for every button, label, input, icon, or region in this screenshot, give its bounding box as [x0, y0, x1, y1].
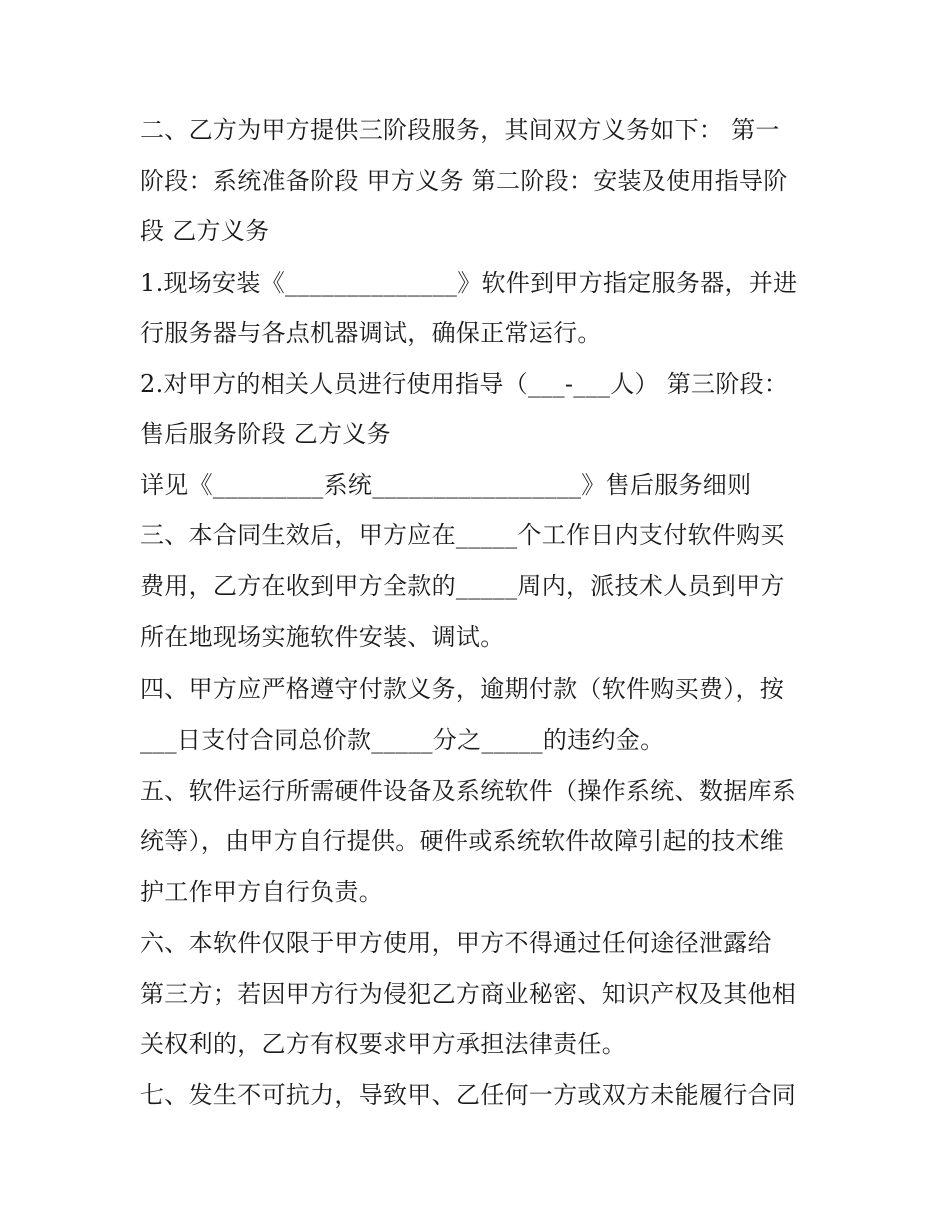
text-line: 护工作甲方自行负责。 — [140, 878, 383, 906]
text-line: 费用，乙方在收到甲方全款的_____周内，派技术人员到甲方 — [140, 572, 785, 600]
text-line: 2.对甲方的相关人员进行使用指导（___-___人） 第三阶段： — [140, 370, 789, 398]
text-line: 1.现场安装《______________》软件到甲方指定服务器，并进 — [140, 269, 798, 297]
text-line: 四、甲方应严格遵守付款义务，逾期付款（软件购买费），按 — [140, 675, 785, 703]
text-line: 六、本软件仅限于甲方使用，甲方不得通过任何途径泄露给 — [140, 929, 772, 957]
text-line: 统等），由甲方自行提供。硬件或系统软件故障引起的技术维 — [140, 827, 785, 855]
text-line: 售后服务阶段 乙方义务 — [140, 420, 391, 448]
text-line: 二、乙方为甲方提供三阶段服务，其间双方义务如下： 第一 — [140, 116, 780, 144]
text-line: 三、本合同生效后，甲方应在_____个工作日内支付软件购买 — [140, 521, 785, 549]
text-line: 关权利的，乙方有权要求甲方承担法律责任。 — [140, 1030, 626, 1058]
text-line: ___日支付合同总价款_____分之_____的违约金。 — [140, 726, 665, 754]
text-line: 五、软件运行所需硬件设备及系统软件（操作系统、数据库系 — [140, 777, 797, 805]
text-line: 七、发生不可抗力，导致甲、乙任何一方或双方未能履行合同 — [140, 1081, 797, 1109]
text-line: 第三方；若因甲方行为侵犯乙方商业秘密、知识产权及其他相 — [140, 980, 797, 1008]
text-line: 行服务器与各点机器调试，确保正常运行。 — [140, 319, 602, 347]
text-line: 段 乙方义务 — [140, 217, 270, 245]
text-line: 所在地现场实施软件安装、调试。 — [140, 623, 505, 651]
text-line: 详见《_________系统_________________》售后服务细则 — [140, 471, 752, 499]
text-line: 阶段：系统准备阶段 甲方义务 第二阶段：安装及使用指导阶 — [140, 167, 788, 195]
